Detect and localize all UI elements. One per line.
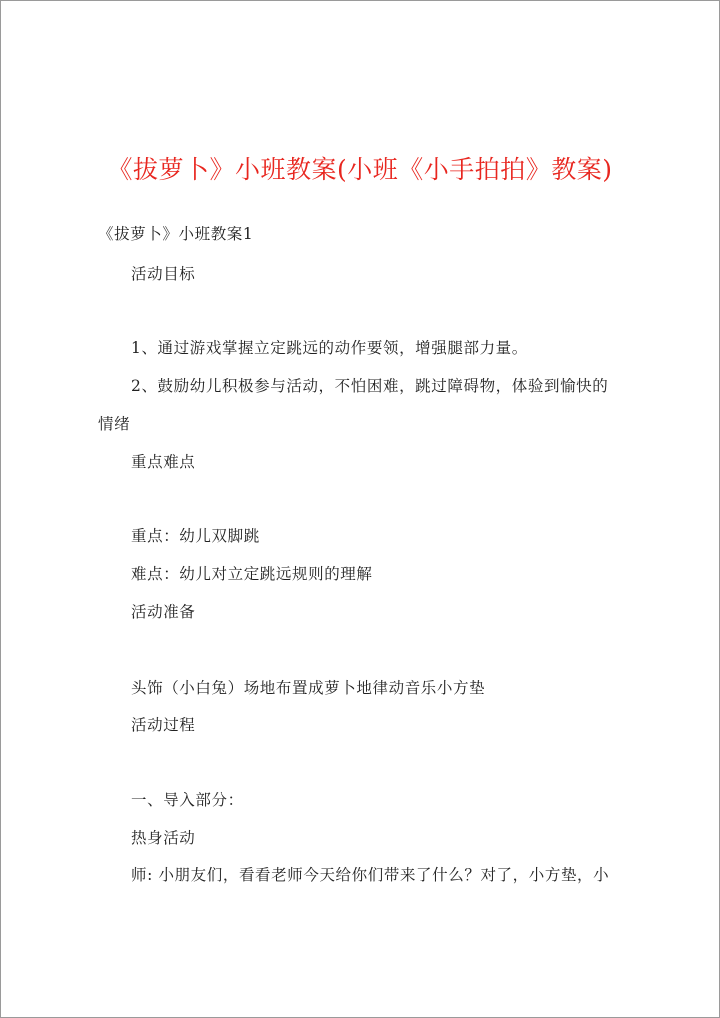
section-heading-process: 活动过程 xyxy=(131,716,196,734)
difficulty-point: 难点：幼儿对立定跳远规则的理解 xyxy=(131,565,373,583)
goal-item-2: 2、鼓励幼儿积极参与活动，不怕困难，跳过障碍物，体验到愉快的 xyxy=(131,377,609,395)
teacher-dialogue: 师: 小朋友们，看看老师今天给你们带来了什么？对了，小方垫，小 xyxy=(131,866,610,884)
process-part-1-heading: 一、导入部分： xyxy=(131,791,244,809)
section-heading-preparation: 活动准备 xyxy=(131,603,196,621)
document-title: 《拔萝卜》小班教案(小班《小手拍拍》教案) xyxy=(107,155,613,184)
preparation-materials: 头饰（小白兔）场地布置成萝卜地律动音乐小方垫 xyxy=(131,679,486,697)
section-heading-goals: 活动目标 xyxy=(131,265,196,283)
goal-item-2-continued: 情绪 xyxy=(98,415,131,433)
key-point: 重点：幼儿双脚跳 xyxy=(131,527,260,545)
lesson-heading: 《拔萝卜》小班教案1 xyxy=(98,225,254,243)
warmup-heading: 热身活动 xyxy=(131,829,196,847)
section-heading-key-points: 重点难点 xyxy=(131,453,196,471)
goal-item-1: 1、通过游戏掌握立定跳远的动作要领，增强腿部力量。 xyxy=(131,339,528,357)
